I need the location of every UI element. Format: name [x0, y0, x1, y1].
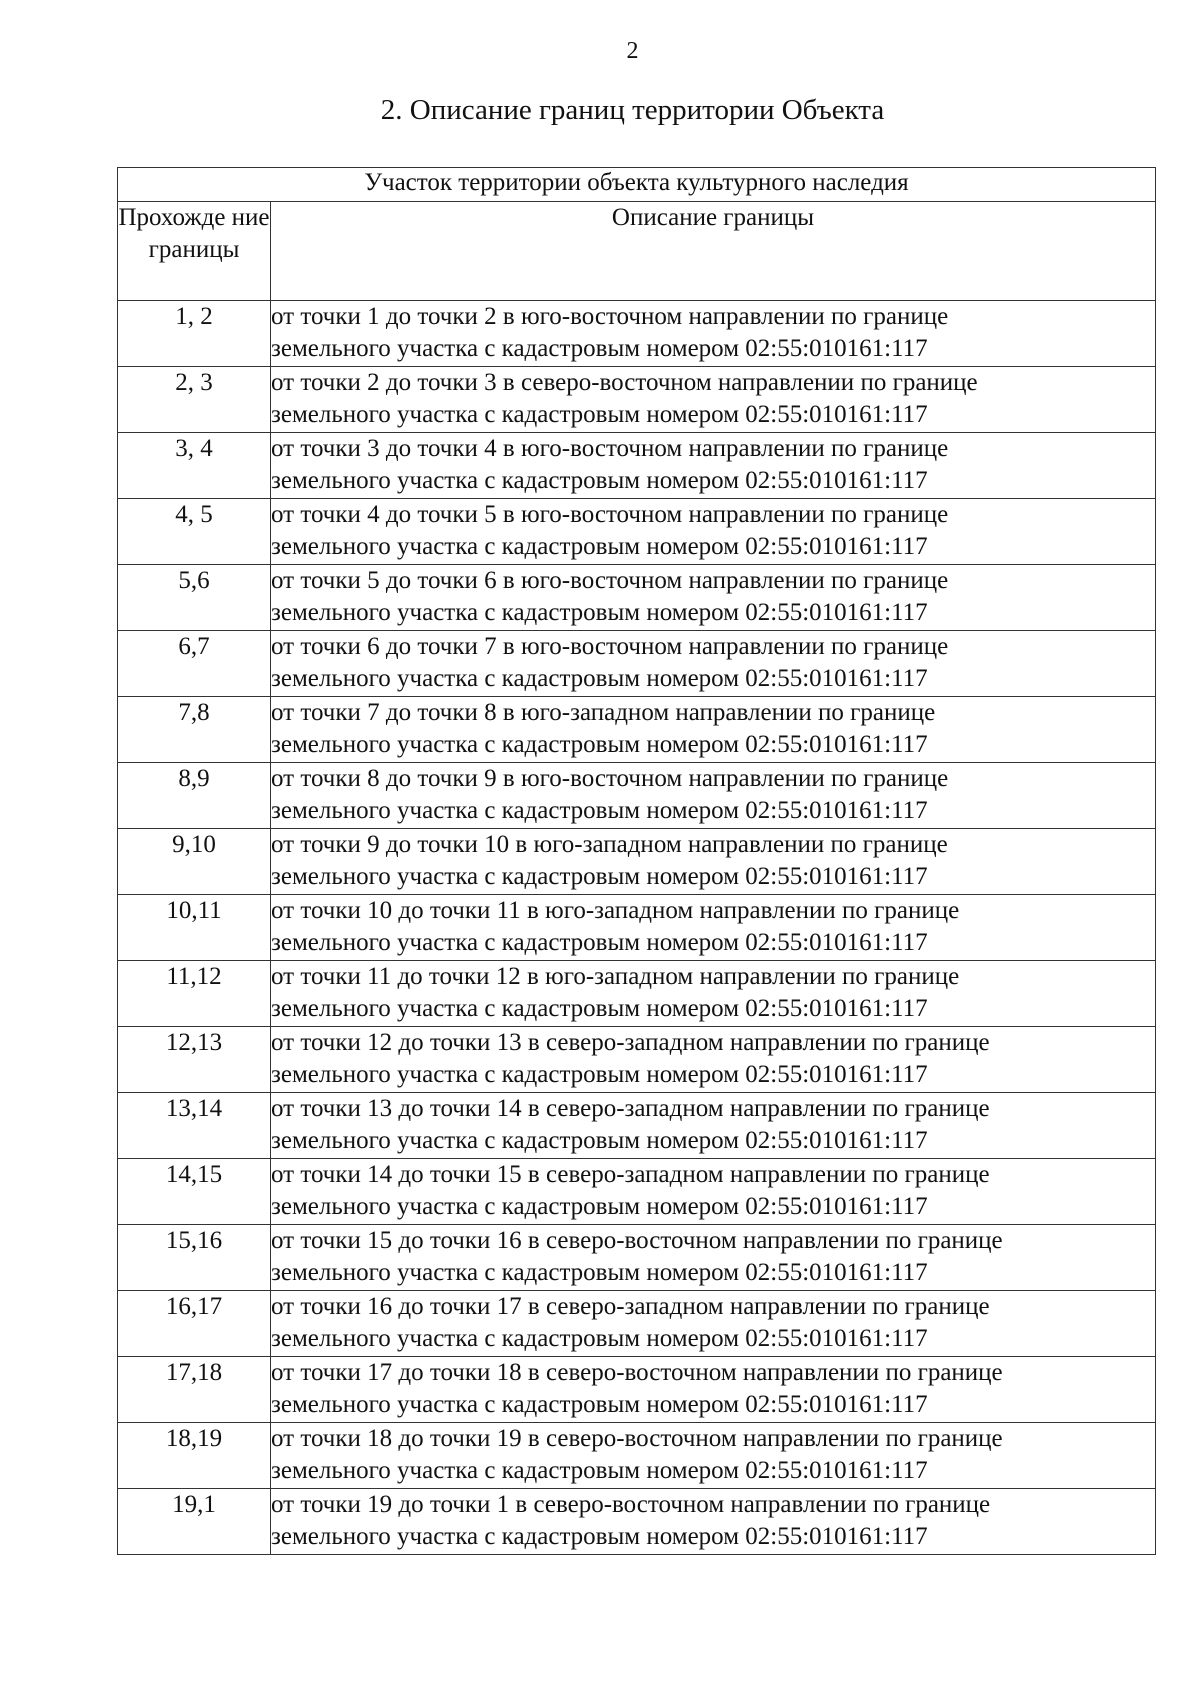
description-line-1: от точки 19 до точки 1 в северо-восточном направлении по границе [271, 1491, 991, 1518]
row-points-cell: 15,16 [118, 1225, 271, 1291]
row-description-cell [271, 301, 1156, 367]
row-description-cell [271, 763, 1156, 829]
row-points-cell: 5,6 [118, 565, 271, 631]
description-line-2: земельного участка с кадастровым номером 02:55:010161:117 [271, 863, 928, 890]
table-row [118, 1159, 1156, 1225]
row-points-cell: 9,10 [118, 829, 271, 895]
table-row [118, 895, 1156, 961]
row-description-cell [271, 961, 1156, 1027]
description-line-2: земельного участка с кадастровым номером 02:55:010161:117 [271, 1061, 928, 1088]
row-description-cell [271, 1027, 1156, 1093]
row-points-cell: 6,7 [118, 631, 271, 697]
table-row [118, 499, 1156, 565]
row-points-cell: 16,17 [118, 1291, 271, 1357]
table-row [118, 1225, 1156, 1291]
table-row [118, 565, 1156, 631]
table-row [118, 631, 1156, 697]
row-points-cell: 13,14 [118, 1093, 271, 1159]
description-line-1: от точки 11 до точки 12 в юго-западном направлении по границе [271, 963, 960, 990]
table-row [118, 1489, 1156, 1555]
description-line-2: земельного участка с кадастровым номером 02:55:010161:117 [271, 1523, 928, 1550]
description-line-2: земельного участка с кадастровым номером 02:55:010161:117 [271, 929, 928, 956]
table-row [118, 961, 1156, 1027]
row-points-cell: 14,15 [118, 1159, 271, 1225]
row-description-cell [271, 895, 1156, 961]
section-header: Участок территории объекта культурного наследия [118, 168, 1156, 202]
column-header-description: Описание границы [271, 202, 1156, 301]
row-points-cell: 3, 4 [118, 433, 271, 499]
page-number: 2 [626, 38, 639, 64]
description-line-2: земельного участка с кадастровым номером 02:55:010161:117 [271, 335, 928, 362]
row-description-cell [271, 631, 1156, 697]
description-line-1: от точки 14 до точки 15 в северо-западном направлении по границе [271, 1161, 990, 1188]
row-points-cell: 1, 2 [118, 301, 271, 367]
row-description-cell [271, 1159, 1156, 1225]
description-line-2: земельного участка с кадастровым номером 02:55:010161:117 [271, 797, 928, 824]
row-description-cell [271, 829, 1156, 895]
description-line-1: от точки 6 до точки 7 в юго-восточном направлении по границе [271, 633, 949, 660]
description-line-1: от точки 7 до точки 8 в юго-западном направлении по границе [271, 699, 936, 726]
description-line-2: земельного участка с кадастровым номером 02:55:010161:117 [271, 401, 928, 428]
table-row [118, 829, 1156, 895]
description-line-1: от точки 4 до точки 5 в юго-восточном направлении по границе [271, 501, 949, 528]
description-line-2: земельного участка с кадастровым номером 02:55:010161:117 [271, 1391, 928, 1418]
row-description-cell [271, 1489, 1156, 1555]
table-row [118, 1027, 1156, 1093]
description-line-2: земельного участка с кадастровым номером 02:55:010161:117 [271, 533, 928, 560]
description-line-2: земельного участка с кадастровым номером 02:55:010161:117 [271, 995, 928, 1022]
section-header-row [118, 168, 1156, 202]
description-line-1: от точки 3 до точки 4 в юго-восточном направлении по границе [271, 435, 949, 462]
column-header-row [118, 202, 1156, 301]
table-row [118, 1423, 1156, 1489]
table-row [118, 1357, 1156, 1423]
description-line-2: земельного участка с кадастровым номером 02:55:010161:117 [271, 1325, 928, 1352]
description-line-1: от точки 9 до точки 10 в юго-западном направлении по границе [271, 831, 948, 858]
boundary-table [117, 167, 1156, 1555]
row-description-cell [271, 565, 1156, 631]
description-line-1: от точки 8 до точки 9 в юго-восточном направлении по границе [271, 765, 949, 792]
document-title: 2. Описание границ территории Объекта [380, 94, 885, 126]
table-row [118, 301, 1156, 367]
row-points-cell: 10,11 [118, 895, 271, 961]
description-line-2: земельного участка с кадастровым номером 02:55:010161:117 [271, 1193, 928, 1220]
description-line-1: от точки 18 до точки 19 в северо-восточном направлении по границе [271, 1425, 1003, 1452]
description-line-2: земельного участка с кадастровым номером 02:55:010161:117 [271, 665, 928, 692]
description-line-2: земельного участка с кадастровым номером 02:55:010161:117 [271, 599, 928, 626]
description-line-1: от точки 13 до точки 14 в северо-западном направлении по границе [271, 1095, 990, 1122]
row-description-cell [271, 1225, 1156, 1291]
description-line-1: от точки 15 до точки 16 в северо-восточном направлении по границе [271, 1227, 1003, 1254]
row-description-cell [271, 499, 1156, 565]
description-line-2: земельного участка с кадастровым номером 02:55:010161:117 [271, 1259, 928, 1286]
row-description-cell [271, 1093, 1156, 1159]
row-points-cell: 17,18 [118, 1357, 271, 1423]
row-description-cell [271, 1423, 1156, 1489]
row-description-cell [271, 1357, 1156, 1423]
row-description-cell [271, 433, 1156, 499]
row-description-cell [271, 1291, 1156, 1357]
table-row [118, 697, 1156, 763]
table-body [118, 301, 1156, 1555]
description-line-1: от точки 2 до точки 3 в северо-восточном направлении по границе [271, 369, 978, 396]
row-description-cell [271, 367, 1156, 433]
description-line-2: земельного участка с кадастровым номером 02:55:010161:117 [271, 467, 928, 494]
table-row [118, 1291, 1156, 1357]
description-line-1: от точки 12 до точки 13 в северо-западном направлении по границе [271, 1029, 990, 1056]
description-line-1: от точки 10 до точки 11 в юго-западном направлении по границе [271, 897, 960, 924]
column-header-passage: Прохожде ние границы [118, 202, 271, 301]
description-line-1: от точки 17 до точки 18 в северо-восточном направлении по границе [271, 1359, 1003, 1386]
row-points-cell: 2, 3 [118, 367, 271, 433]
description-line-1: от точки 5 до точки 6 в юго-восточном направлении по границе [271, 567, 949, 594]
row-points-cell: 7,8 [118, 697, 271, 763]
table-row [118, 1093, 1156, 1159]
table-row [118, 763, 1156, 829]
row-points-cell: 8,9 [118, 763, 271, 829]
row-points-cell: 4, 5 [118, 499, 271, 565]
row-points-cell: 11,12 [118, 961, 271, 1027]
description-line-1: от точки 1 до точки 2 в юго-восточном направлении по границе [271, 303, 949, 330]
description-line-2: земельного участка с кадастровым номером 02:55:010161:117 [271, 1457, 928, 1484]
row-description-cell [271, 697, 1156, 763]
row-points-cell: 19,1 [118, 1489, 271, 1555]
row-points-cell: 18,19 [118, 1423, 271, 1489]
description-line-2: земельного участка с кадастровым номером 02:55:010161:117 [271, 1127, 928, 1154]
description-line-1: от точки 16 до точки 17 в северо-западном направлении по границе [271, 1293, 990, 1320]
row-points-cell: 12,13 [118, 1027, 271, 1093]
table-row [118, 433, 1156, 499]
table-row [118, 367, 1156, 433]
description-line-2: земельного участка с кадастровым номером 02:55:010161:117 [271, 731, 928, 758]
